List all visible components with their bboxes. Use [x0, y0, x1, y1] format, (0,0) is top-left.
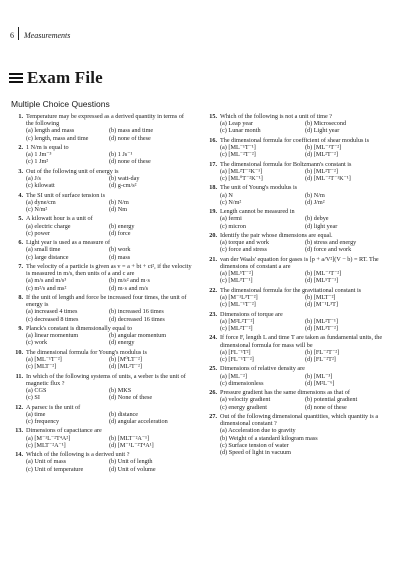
question-number: 1. [18, 113, 23, 120]
question-text: Length cannot be measured in [220, 208, 295, 216]
question-text: Out of the following unit of energy is [26, 167, 119, 175]
question [206, 208, 390, 230]
question-text: Dimensions of torque are [220, 310, 283, 318]
question-number: 22. [209, 286, 217, 294]
option: (a) J/s [26, 175, 41, 182]
option: (c) length, mass and time [26, 134, 89, 142]
section-title: Measurements [24, 31, 71, 40]
right-column [206, 113, 390, 458]
question-number: 19. [209, 208, 217, 216]
option: (b) [FL⁻²T⁻²] [305, 348, 340, 356]
question-line [206, 389, 390, 396]
question-number: 10. [15, 348, 23, 356]
option: (b) [ML²T⁻²] [305, 167, 338, 175]
options [12, 151, 192, 165]
option: (b) distance [109, 410, 139, 418]
options [12, 435, 192, 449]
question-text: The dimensional formula for the gravitational constant is [220, 286, 362, 294]
options [12, 246, 192, 260]
options [12, 458, 192, 472]
option: (d) None of these [109, 394, 153, 402]
question-number: 24. [209, 334, 217, 342]
header-divider [18, 27, 19, 40]
question-text: Dimensions of capacitance are [26, 427, 102, 435]
question-text: If the unit of length and force be increased four times, the unit of energy is [26, 293, 187, 309]
option: (a) [M⁻¹L³T⁻²] [220, 293, 258, 301]
option: (c) [FL⁻¹T⁻²] [220, 355, 254, 363]
option: (a) Leap year [220, 120, 253, 128]
question-text: Which of the following is a derived unit ? [26, 451, 130, 459]
options [12, 127, 192, 141]
option: (b) [MLT⁻²A⁻¹] [109, 434, 150, 442]
option: (a) [M⁻¹L⁻²T⁴A²] [26, 434, 71, 442]
option: (b) 1 Js⁻¹ [109, 151, 133, 159]
exam-file-heading [9, 70, 103, 86]
option: (b) watt-day [109, 175, 140, 182]
option: (d) light year [305, 222, 338, 230]
question-text: Out of the following dimensional quantities, which quantity is a dimensional constant ? [220, 412, 379, 428]
question [206, 365, 390, 387]
question-text: The dimensional formula for Boltzmann's constant is [220, 160, 352, 168]
option: (c) N/m² [220, 198, 242, 206]
option: (a) electric charge [26, 222, 71, 230]
question-line [12, 427, 192, 434]
option: (a) [ML⁻¹T⁻²] [26, 355, 62, 363]
question-text: The dimensional formula for coefficient of shear modulus is [220, 136, 370, 144]
option: (a) torque and work [220, 239, 269, 247]
question-number: 26. [209, 389, 217, 397]
question-line [12, 451, 192, 458]
option: (d) none of these [109, 134, 151, 142]
question-number: 15. [209, 113, 217, 120]
options [12, 199, 192, 213]
option: (c) force and stress [220, 246, 267, 254]
question-number: 11. [15, 372, 23, 380]
option: (a) [M²L²T⁻²] [220, 317, 255, 325]
question-number: 18. [209, 184, 217, 192]
question [12, 192, 192, 214]
question-number: 20. [209, 231, 217, 239]
option: (c) kilowatt [26, 182, 55, 190]
question [206, 311, 390, 333]
option: (a) velocity gradient [220, 396, 271, 404]
option: (c) [MLT⁻²A⁻¹] [26, 441, 66, 449]
options [206, 120, 390, 134]
option: (c) SI [26, 394, 40, 402]
question-text: Temperature may be expressed as a derived quantity in terms of the following [26, 113, 184, 128]
question-text: The velocity of a particle is given as v = a + bt + ct², if the velocity is measured in m/s, then units of a and c are [26, 262, 192, 278]
option: (a) CGS [26, 386, 47, 394]
question-text: A kilowatt hour is a unit of [26, 215, 93, 223]
option: (c) m²/s and ms² [26, 284, 67, 292]
option: (b) increased 16 times [109, 308, 164, 316]
question-line [12, 263, 192, 277]
option: (c) [MLT⁻²] [26, 363, 57, 371]
option: (d) mass [109, 253, 131, 261]
question-text: Pressure gradient has the same dimensions as that of [220, 389, 350, 397]
option: (b) angular momentum [109, 332, 167, 340]
option: (d) [ML⁻²T⁻¹K⁻¹] [305, 175, 351, 182]
question [12, 373, 192, 402]
option: (b) Microsecond [305, 120, 347, 128]
options [12, 308, 192, 322]
option: (b) debye [305, 215, 329, 223]
question-number: 12. [15, 403, 23, 411]
option: (d) Light year [305, 127, 340, 135]
option: (a) increased 4 times [26, 308, 78, 316]
option: (d) energy [109, 339, 135, 347]
question [206, 256, 390, 285]
option: (c) decreased 8 times [26, 315, 79, 323]
option: (d) none of these [109, 158, 151, 166]
option: (c) [ML⁰T⁻²K⁻¹] [220, 175, 263, 182]
option: (d) J/m² [305, 198, 325, 206]
option: (a) [ML⁻²] [220, 372, 247, 380]
question-line [12, 144, 192, 151]
question [206, 389, 390, 411]
question [206, 232, 390, 254]
question-line [12, 325, 192, 332]
option: (d) none of these [305, 403, 347, 411]
options [12, 175, 192, 189]
question-line [12, 349, 192, 356]
option: (a) dyne/cm [26, 198, 56, 206]
question-number: 25. [209, 365, 217, 373]
option: (a) [FL⁻¹T²] [220, 348, 251, 356]
question-line [12, 168, 192, 175]
option: (c) power [26, 229, 50, 237]
option: (a) [ML⁵T⁻²] [220, 270, 253, 278]
option: (c) energy gradient [220, 403, 267, 411]
option: (d) [ML⁵T⁻¹] [305, 277, 339, 285]
option: (c) work [26, 339, 48, 347]
option: (b) N/m [305, 191, 325, 199]
options [206, 215, 390, 229]
question [12, 325, 192, 347]
options [206, 270, 390, 284]
option: (b) [ML⁻³] [305, 372, 333, 380]
question-line [206, 311, 390, 318]
question-line [206, 287, 390, 294]
option: (a) time [26, 410, 46, 418]
question [12, 239, 192, 261]
options [206, 396, 390, 410]
option: (d) force [109, 229, 131, 237]
question-text: Which of the following is not a unit of time ? [220, 113, 333, 120]
question-number: 21. [209, 255, 217, 263]
page-title: Exam File [27, 68, 103, 87]
question [12, 263, 192, 292]
question [12, 113, 192, 142]
option: (a) m/s and m/s³ [26, 277, 67, 285]
question-number: 4. [18, 191, 23, 199]
option: (d) [M⁻¹L⁻²T⁴A¹] [109, 441, 154, 449]
question-number: 14. [15, 451, 23, 459]
question-text: A parsec is the unit of [26, 403, 81, 411]
question-line [206, 113, 390, 120]
question-number: 23. [209, 310, 217, 318]
option: (c) [ML⁻²T⁻²] [220, 151, 256, 159]
question-text: Planck's constant is dimensionally equal to [26, 324, 133, 332]
option: (c) [ML²T⁻²] [220, 324, 253, 332]
question [12, 144, 192, 166]
question-number: 5. [18, 215, 23, 223]
question-text: If force F, length L and time T are taken as fundamental units, the dimensional formula for mass will be [220, 334, 383, 349]
option: (d) [M⁻¹L³T] [305, 301, 338, 309]
question-number: 17. [209, 160, 217, 168]
question-number: 16. [209, 136, 217, 144]
option: (a) N [220, 191, 233, 199]
options [206, 373, 390, 387]
question-line [206, 161, 390, 168]
question-line [206, 137, 390, 144]
option: (d) Nm [109, 206, 128, 213]
option: (b) potential gradient [305, 396, 358, 404]
question [12, 451, 192, 473]
question-text: Light year is used as a measure of [26, 239, 111, 247]
option: (b) [ML⁻¹T⁻²] [305, 270, 342, 278]
page-number: 6 [10, 31, 14, 40]
question-number: 6. [18, 239, 23, 247]
option: (d) [FL⁻²T²] [305, 355, 336, 363]
question-line [206, 413, 390, 427]
option: (d) [ML³T⁻²] [305, 324, 338, 332]
question-text: In which of the following systems of units, a weber is the unit of magnetic flux ? [26, 372, 186, 387]
option: (a) Acceleration due to gravity [220, 427, 296, 435]
option: (a) small time [26, 246, 61, 254]
options [12, 356, 192, 370]
option: (d) [M²L⁻⁶] [305, 379, 335, 387]
options [206, 294, 390, 308]
question-number: 27. [209, 412, 217, 420]
option: (d) Speed of light in vacuum [220, 448, 291, 456]
left-column [12, 113, 192, 475]
option: (b) [MLT⁻²] [305, 293, 336, 301]
question-line [12, 192, 192, 199]
question [12, 168, 192, 190]
option: (c) Unit of temperature [26, 465, 84, 473]
question [206, 287, 390, 309]
option: (b) Weight of a standard kilogram mass [220, 434, 318, 442]
option: (b) [ML⁻¹T⁻²] [305, 144, 342, 151]
options [206, 239, 390, 253]
question [206, 334, 390, 363]
options [206, 427, 390, 456]
question-line [12, 239, 192, 246]
question [12, 349, 192, 371]
option: (a) [ML⁻¹T⁻¹] [220, 144, 256, 151]
question-line [12, 373, 192, 387]
question [206, 413, 390, 456]
options [206, 318, 390, 332]
question-text: Identify the pair whose dimensions are equal. [220, 231, 333, 239]
question [12, 404, 192, 426]
question [12, 427, 192, 449]
option: (b) [M⁰LT⁻²] [109, 355, 142, 363]
question-text: van der Waals' equation for gases is [p + a/V²](V − b) = RT. The dimensions of constant a are [220, 255, 379, 270]
question [206, 113, 390, 135]
question [206, 184, 390, 206]
option: (c) Lunar month [220, 127, 261, 135]
option: (d) [ML²T⁻²] [305, 151, 338, 159]
question-line [206, 184, 390, 191]
option: (d) force and work [305, 246, 352, 254]
question-text: The dimensional formula for Young's modulus is [26, 348, 147, 356]
option: (b) energy [109, 222, 135, 230]
question-line [206, 256, 390, 270]
option: (a) 1 Jm⁻³ [26, 151, 52, 159]
option: (b) stress and energy [305, 239, 357, 247]
question-text: The SI unit of surface tension is [26, 191, 106, 199]
question [12, 215, 192, 237]
option: (d) decreased 16 times [109, 315, 165, 323]
subtitle: Multiple Choice Questions [11, 99, 110, 109]
options [12, 332, 192, 346]
option: (b) m/s² and m·s [109, 277, 150, 285]
options [12, 223, 192, 237]
heading-bars-icon [9, 71, 23, 85]
option: (c) [ML⁻¹T⁻²] [220, 301, 256, 309]
option: (d) Unit of volume [109, 465, 156, 473]
option: (c) micron [220, 222, 246, 230]
option: (d) g-cm/s² [109, 182, 137, 190]
question-line [206, 208, 390, 215]
question-text: 1 N/m is equal to [26, 144, 69, 151]
option: (d) angular acceleration [109, 417, 168, 425]
option: (a) linear momentum [26, 332, 79, 340]
option: (c) [ML³T⁻¹] [220, 277, 253, 285]
options [12, 411, 192, 425]
question-line [12, 294, 192, 308]
question [206, 137, 390, 159]
options [206, 168, 390, 182]
option: (b) [ML²T⁻¹] [305, 317, 338, 325]
option: (d) m·s and m/s [109, 284, 149, 292]
question-line [206, 365, 390, 372]
option: (b) Unit of length [109, 458, 153, 466]
options [206, 144, 390, 158]
option: (b) MKS [109, 386, 132, 394]
options [12, 387, 192, 401]
option: (c) large distance [26, 253, 69, 261]
question-number: 9. [18, 324, 23, 332]
question-line [12, 113, 192, 127]
question-number: 13. [15, 427, 23, 435]
option: (b) mass and time [109, 127, 154, 135]
question-line [12, 404, 192, 411]
question-number: 8. [18, 293, 23, 301]
question [206, 161, 390, 183]
question-number: 7. [18, 262, 23, 270]
options [206, 349, 390, 363]
option: (c) 1 Jm² [26, 158, 49, 166]
option: (a) [ML²T⁻²K⁻¹] [220, 167, 263, 175]
question-number: 3. [18, 167, 23, 175]
option: (b) work [109, 246, 131, 254]
question-line [206, 232, 390, 239]
option: (d) [ML²T⁻²] [109, 363, 142, 371]
option: (c) N/m² [26, 206, 48, 213]
option: (c) Surface tension of water [220, 441, 289, 449]
question-text: Dimensions of relative density are [220, 365, 305, 373]
question-text: The unit of Young's modulus is [220, 184, 298, 192]
option: (c) frequency [26, 417, 60, 425]
options [12, 277, 192, 291]
question [12, 294, 192, 323]
question-number: 2. [18, 144, 23, 151]
question-line [12, 215, 192, 222]
question-line [206, 334, 390, 348]
options [206, 192, 390, 206]
option: (a) Unit of mass [26, 458, 67, 466]
option: (b) N/m [109, 198, 129, 206]
option: (a) length and mass [26, 127, 75, 135]
option: (a) fermi [220, 215, 242, 223]
option: (c) dimensionless [220, 379, 264, 387]
